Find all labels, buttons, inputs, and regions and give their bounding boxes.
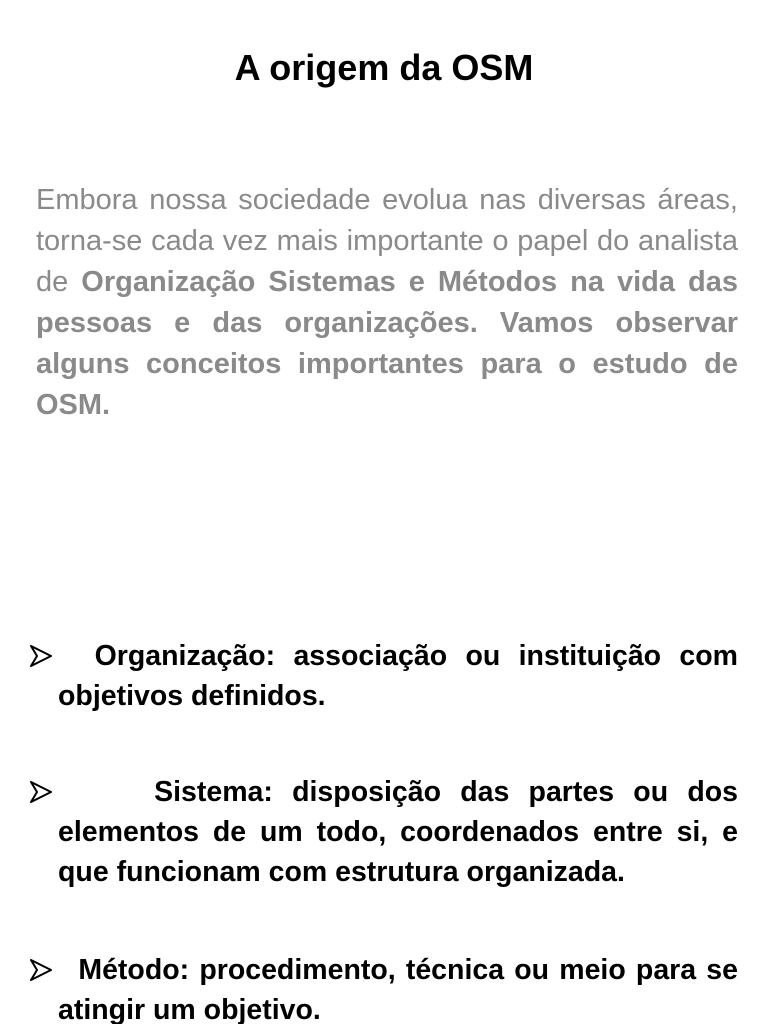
intro-bold-text: Organização Sistemas e Métodos na vida das pessoas e das organizações. Vamos observar alguns conceitos importantes para o estudo de OSM. xyxy=(36,266,738,421)
bullet-text: Método: procedimento, técnica ou meio para se atingir um objetivo. xyxy=(58,954,738,1024)
bullet-item-sistema xyxy=(30,772,738,892)
arrow-bullet-icon xyxy=(30,959,52,981)
arrow-bullet-icon xyxy=(30,781,52,803)
intro-paragraph xyxy=(36,180,738,426)
bullet-item-organizacao xyxy=(30,636,738,716)
bullet-text: Sistema: disposição das partes ou dos elementos de um todo, coordenados entre si, e que funcionam com estrutura organizada. xyxy=(58,776,738,888)
slide-title: A origem da OSM xyxy=(234,47,534,88)
bullet-item-metodo xyxy=(30,950,738,1024)
arrow-bullet-icon xyxy=(30,645,52,667)
intro-plain-text: Embora nossa sociedade evolua nas diversas áreas, torna-se cada vez mais importante o papel do analista de xyxy=(36,184,738,298)
bullet-text: Organização: associação ou instituição com objetivos definidos. xyxy=(58,640,738,712)
